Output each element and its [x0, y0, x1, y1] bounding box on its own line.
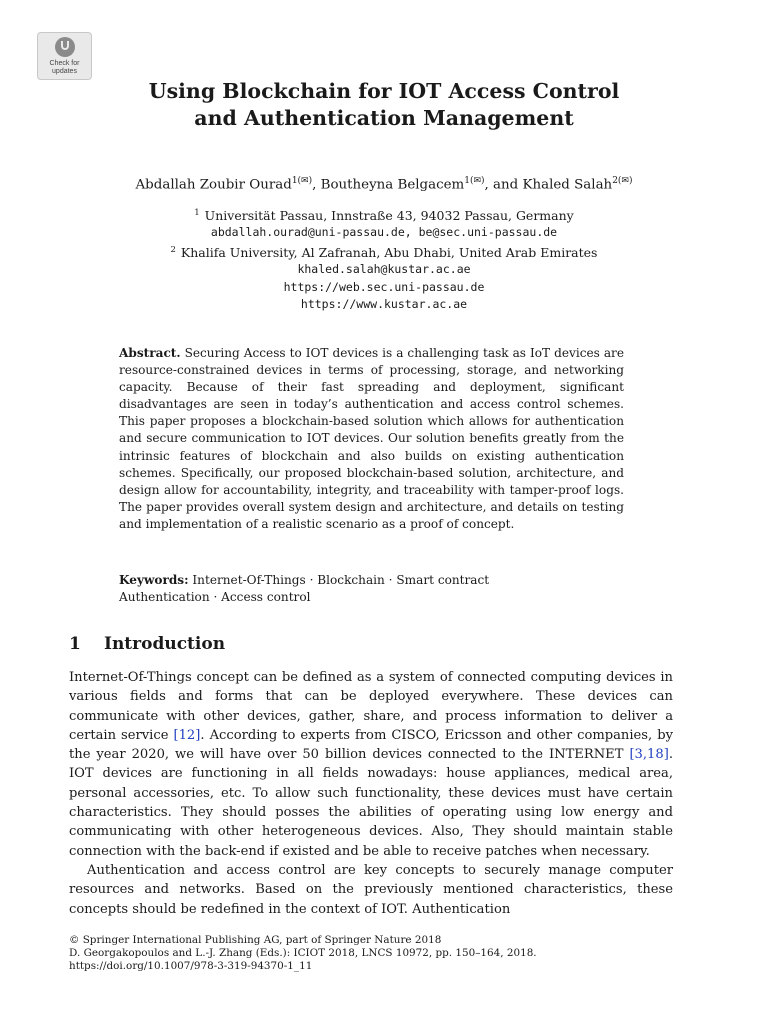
affiliation-2: $^2$ Khalifa University, Al Zafranah, Abu Dhabi, United Arab Emirates — [170, 244, 598, 260]
paper-title: Using Blockchain for IOT Access Control and Authentication Management — [148, 79, 620, 130]
paragraph-1: Internet-Of-Things concept can be defined as a system of connected computing devices in various fields and forms that can be deployed everywhere. These devices can communicate with other devices, gather, share, and process information to deliver a certain service [12]. According to experts from CISCO, Ericsson and other companies, by the year 2020, we will have over 50 billion devices connected to the INTERNET [3,18]. IOT devices are functioning in all fields nowadays: house appliances, medical area, personal accessories, etc. To allow such functionality, these devices must have certain characteristics. They should posses the abilities of operating using low energy and communicating with other heterogeneous devices. Also, They should maintain stable connection with the back-end if existed and be able to receive patches when necessary. — [69, 670, 673, 859]
url-link[interactable]: https://web.sec.uni-passau.de — [283, 279, 485, 294]
keywords: Keywords: Internet-Of-Things · Blockchain · Smart contract Authentication · Access control — [119, 573, 490, 605]
badge-text: Check for updates — [49, 60, 80, 75]
affiliation-2-email[interactable]: khaled.salah@kustar.ac.ae — [297, 262, 471, 277]
abstract-label: Abstract. — [119, 346, 181, 360]
check-updates-icon — [55, 37, 75, 57]
author-name: Boutheyna Belgacem — [320, 177, 465, 193]
check-for-updates-badge[interactable] — [37, 32, 92, 80]
affiliations — [0, 205, 768, 313]
url-link[interactable]: https://www.kustar.ac.ae — [300, 296, 468, 311]
doi-link[interactable]: https://doi.org/10.1007/978-3-319-94370-1_11 — [69, 960, 313, 973]
keywords-label: Keywords: — [119, 573, 189, 587]
author-list: Abdallah Zoubir Ourad$^{1(✉)}$, Boutheyna Belgacem$^{1(✉)}$, and Khaled Salah$^{2(✉)}$ — [135, 176, 633, 193]
body-text — [69, 668, 673, 919]
author-mark: 1(✉) — [464, 176, 485, 186]
citation-link[interactable]: [3,18] — [629, 747, 669, 763]
abstract — [119, 345, 624, 533]
section-title: Introduction — [104, 634, 226, 654]
copyright-footer: © Springer International Publishing AG, part of Springer Nature 2018 D. Georgakopoulos and L.-J. Zhang (Eds.): ICIOT 2018, LNCS 10972, pp. 150–164, 2018. https://doi.org/10.1007/978-3-319-94370-1_11 — [69, 934, 537, 973]
author-name: Khaled Salah — [522, 177, 613, 193]
author-name: Abdallah Zoubir Ourad — [135, 177, 292, 193]
citation-link[interactable]: [12] — [173, 727, 201, 743]
affiliation-1: $^1$ Universität Passau, Innstraße 43, 94032 Passau, Germany — [194, 208, 574, 224]
affiliation-1-emails[interactable]: abdallah.ourad@uni-passau.de, be@sec.uni-passau.de — [210, 225, 558, 240]
section-number: 1 — [69, 634, 81, 654]
author-mark: 1(✉) — [291, 176, 313, 186]
author-mark: 2(✉) — [612, 176, 633, 186]
abstract-text: Securing Access to IOT devices is a challenging task as IoT devices are resource-constrained devices in terms of processing, storage, and networking capacity. Because of their fast spreading and deployment, significant disadvantages are seen in today’s authentication and access control schemes. This paper proposes a blockchain-based solution which allows for authentication and secure communication to IOT devices. Our solution benefits greatly from the intrinsic features of blockchain and also builds on existing authentication schemes. Specifically, our proposed blockchain-based solution, architecture, and design allow for accountability, integrity, and traceability with tamper-proof logs. The paper provides overall system design and architecture, and details on testing and implementation of a realistic scenario as a proof of concept. — [119, 346, 624, 531]
paragraph-2: Authentication and access control are key concepts to securely manage computer resources and networks. Based on the previously mentioned characteristics, these concepts should be redefined in the context of IOT. Authentication — [69, 862, 673, 917]
section-heading — [69, 632, 225, 656]
